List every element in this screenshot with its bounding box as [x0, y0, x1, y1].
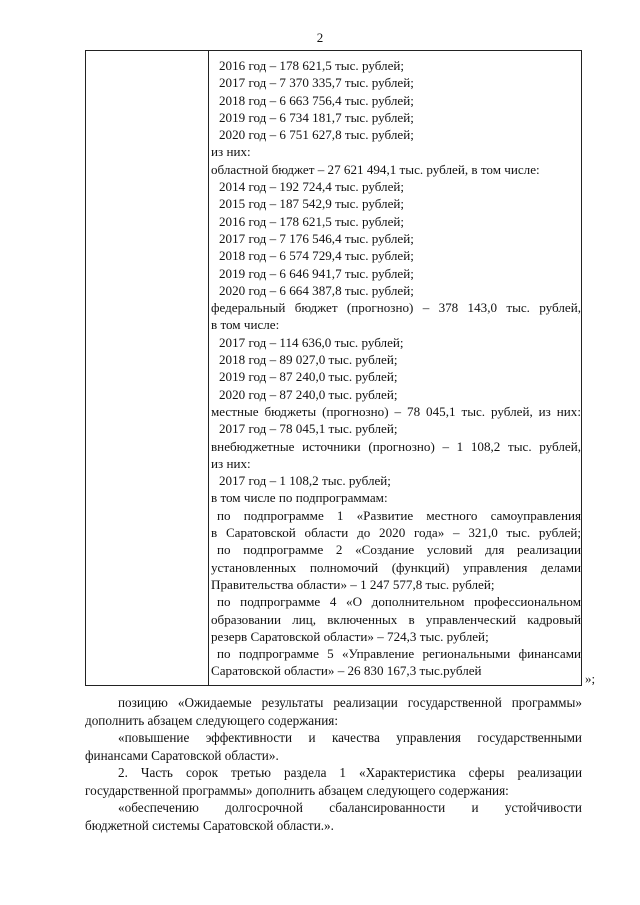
funding-line: федеральный бюджет (прогнозно) – 378 143,0 тыс. рублей,: [211, 300, 581, 316]
funding-line: в Саратовской области до 2020 года» – 321,0 тыс. рублей;: [211, 525, 581, 541]
funding-line: по подпрограмме 5 «Управление региональными финансами: [217, 646, 581, 662]
funding-line: резерв Саратовской области» – 724,3 тыс. рублей;: [211, 628, 489, 644]
funding-line: 2019 год – 6 646 941,7 тыс. рублей;: [219, 265, 414, 281]
paragraph-line: бюджетной системы Саратовской области.».: [85, 817, 334, 833]
funding-line: из них:: [211, 144, 251, 160]
column-divider: [208, 51, 209, 685]
funding-line: по подпрограмме 2 «Создание условий для реализации: [217, 542, 581, 558]
paragraph: [85, 694, 582, 729]
funding-line: областной бюджет – 27 621 494,1 тыс. рублей, в том числе:: [211, 161, 540, 177]
funding-line: 2019 год – 6 734 181,7 тыс. рублей;: [219, 109, 414, 125]
paragraph: [85, 764, 582, 799]
funding-line: образовании лиц, включенных в управленческий кадровый: [211, 611, 581, 627]
funding-line: по подпрограмме 4 «О дополнительном профессиональном: [217, 594, 581, 610]
paragraph-line: финансами Саратовской области».: [85, 747, 279, 763]
funding-line: из них:: [211, 455, 251, 471]
funding-line: в том числе по подпрограммам:: [211, 490, 388, 506]
funding-line: 2020 год – 87 240,0 тыс. рублей;: [219, 386, 398, 402]
funding-line: 2016 год – 178 621,5 тыс. рублей;: [219, 58, 405, 73]
paragraph: [85, 799, 582, 834]
funding-line: 2017 год – 1 108,2 тыс. рублей;: [219, 473, 391, 489]
funding-line: местные бюджеты (прогнозно) – 78 045,1 тыс. рублей, из них:: [211, 403, 581, 419]
funding-line: 2015 год – 187 542,9 тыс. рублей;: [219, 196, 405, 212]
paragraph-line: 2. Часть сорок третью раздела 1 «Характеристика сферы реализации: [118, 765, 582, 780]
funding-line: установленных полномочий (функций) управления делами: [211, 559, 581, 575]
paragraph-line: «обеспечению долгосрочной сбалансированности и устойчивости: [118, 800, 582, 815]
paragraph: [85, 729, 582, 764]
amendment-text: [85, 694, 582, 834]
funding-line: 2017 год – 78 045,1 тыс. рублей;: [219, 421, 398, 437]
funding-line: 2018 год – 6 663 756,4 тыс. рублей;: [219, 92, 414, 108]
paragraph-line: дополнить абзацем следующего содержания:: [85, 712, 339, 728]
funding-line: внебюджетные источники (прогнозно) – 1 108,2 тыс. рублей,: [211, 438, 581, 454]
funding-line: 2019 год – 87 240,0 тыс. рублей;: [219, 369, 398, 385]
funding-line: в том числе:: [211, 317, 280, 333]
funding-line: 2017 год – 114 636,0 тыс. рублей;: [219, 334, 404, 350]
funding-line: 2020 год – 6 664 387,8 тыс. рублей;: [219, 282, 414, 298]
page-number: 2: [316, 30, 324, 45]
funding-line: 2014 год – 192 724,4 тыс. рублей;: [219, 179, 405, 195]
paragraph-line: «повышение эффективности и качества управления государственными: [118, 730, 582, 745]
table-right-cell: [211, 57, 581, 680]
table-closing-mark: »;: [585, 671, 596, 686]
funding-line: по подпрограмме 1 «Развитие местного самоуправления: [217, 507, 581, 523]
paragraph-line: позицию «Ожидаемые результаты реализации государственной программы»: [118, 695, 582, 710]
funding-line: 2017 год – 7 370 335,7 тыс. рублей;: [219, 75, 414, 91]
program-passport-table: [85, 50, 582, 686]
funding-line: 2017 год – 7 176 546,4 тыс. рублей;: [219, 230, 414, 246]
funding-line: 2016 год – 178 621,5 тыс. рублей;: [219, 213, 405, 229]
funding-line: 2018 год – 89 027,0 тыс. рублей;: [219, 352, 398, 368]
funding-line: 2018 год – 6 574 729,4 тыс. рублей;: [219, 248, 414, 264]
funding-line: 2020 год – 6 751 627,8 тыс. рублей;: [219, 127, 414, 143]
funding-line: Правительства области» – 1 247 577,8 тыс. рублей;: [211, 576, 495, 592]
funding-line: Саратовской области» – 26 830 167,3 тыс.рублей: [211, 663, 482, 679]
paragraph-line: государственной программы» дополнить абзацем следующего содержания:: [85, 782, 509, 798]
